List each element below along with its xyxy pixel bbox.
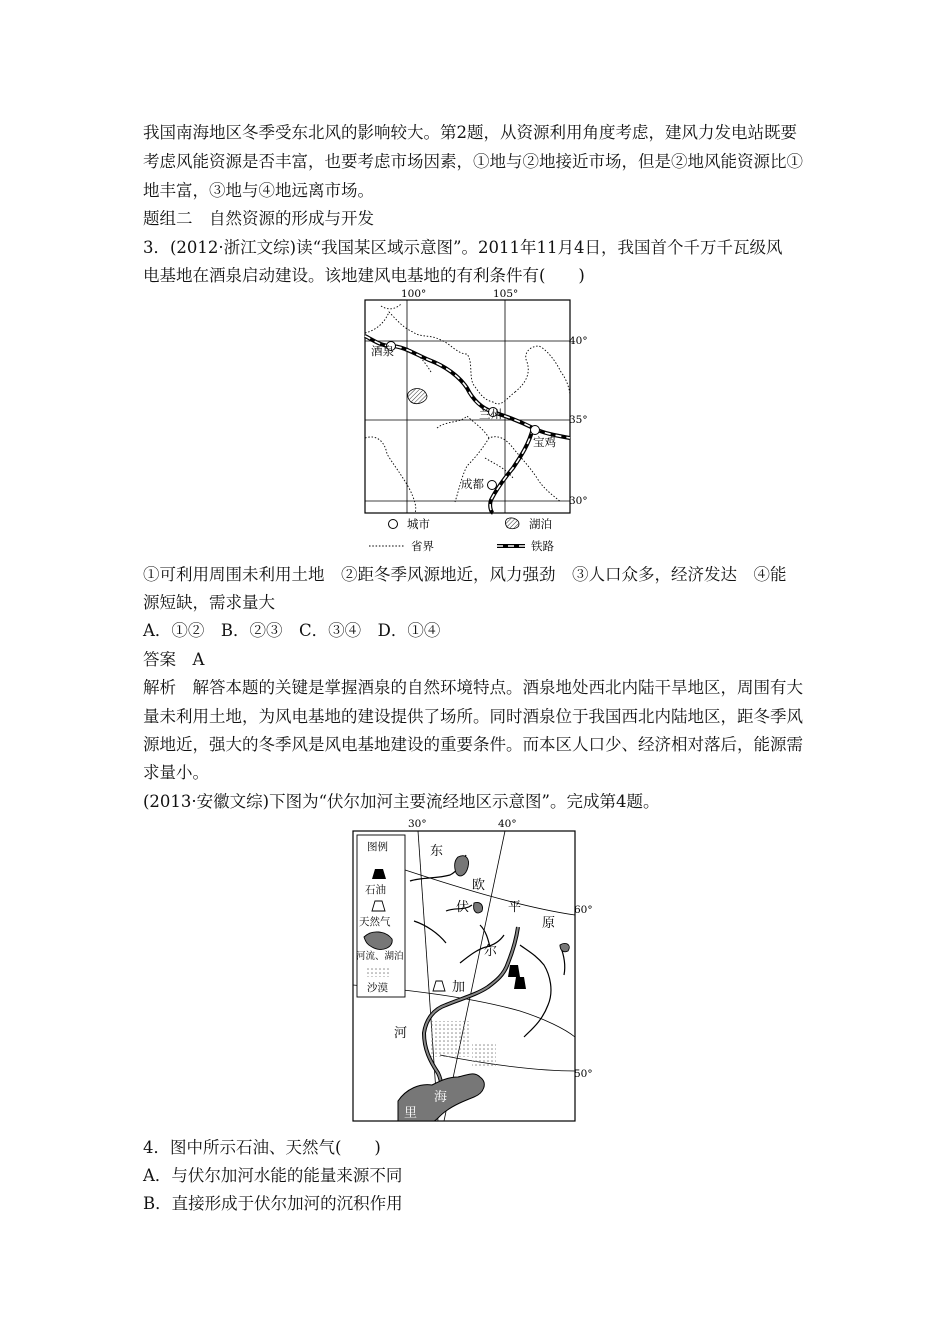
section-heading: 题组二 自然资源的形成与开发 xyxy=(143,209,374,228)
question-4-intro: (2013·安徽文综)下图为“伏尔加河主要流经地区示意图”。完成第4题。 xyxy=(143,792,660,811)
legend-desert-symbol xyxy=(367,967,389,977)
question-3-stem: 电基地在酒泉启动建设。该地建风电基地的有利条件有( ) xyxy=(143,266,585,285)
region-map xyxy=(355,288,595,558)
question-3-explanation: 解析 解答本题的关键是掌握酒泉的自然环境特点。酒泉地处西北内陆干旱地区，周围有大 xyxy=(143,678,803,697)
plain-label: 平 xyxy=(508,900,522,915)
paragraph-line: 考虑风能资源是否丰富，也要考虑市场因素，①地与②地接近市场，但是②地风能资源比① xyxy=(143,152,803,171)
legend-title: 图例 xyxy=(367,841,388,853)
city-label: 兰州 xyxy=(479,407,502,421)
question-3-explanation: 量未利用土地，为风电基地的建设提供了场所。同时酒泉位于我国西北内陆地区，距冬季风 xyxy=(143,707,803,726)
river-label: 河 xyxy=(394,1026,408,1041)
lat-label: 40° xyxy=(569,335,588,347)
river-label: 伏 xyxy=(456,900,470,915)
lat-label: 35° xyxy=(569,414,588,426)
lon-label: 40° xyxy=(498,818,517,830)
legend-label: 沙漠 xyxy=(367,982,388,994)
city-baoji xyxy=(531,426,540,435)
paragraph-line: 我国南海地区冬季受东北风的影响较大。第2题，从资源利用角度考虑，建风力发电站既要 xyxy=(143,123,797,142)
volga-map xyxy=(350,815,610,1125)
river-label: 尔 xyxy=(484,944,498,959)
plain-label: 欧 xyxy=(472,878,486,893)
city-chengdu xyxy=(488,481,497,490)
lon-label: 100° xyxy=(401,288,427,300)
question-3-options: 源短缺，需求量大 xyxy=(143,593,275,612)
legend-city-symbol xyxy=(389,520,398,529)
sea-label: 海 xyxy=(434,1090,448,1105)
legend-label: 湖泊 xyxy=(529,517,552,531)
city-label: 成都 xyxy=(461,477,484,491)
plain-label: 东 xyxy=(430,844,444,859)
question-4-stem: 4．图中所示石油、天然气( ) xyxy=(143,1138,381,1157)
question-3-options: ①可利用周围未利用土地 ②距冬季风源地近，风力强劲 ③人口众多，经济发达 ④能 xyxy=(143,565,787,584)
lat-label: 60° xyxy=(574,904,593,916)
paragraph-line: 地丰富，③地与④地远离市场。 xyxy=(143,181,374,200)
legend-label: 铁路 xyxy=(531,539,554,553)
legend-label: 省界 xyxy=(411,539,434,553)
legend-label: 石油 xyxy=(365,884,386,896)
question-4-option-b: B．直接形成于伏尔加河的沉积作用 xyxy=(143,1194,403,1213)
legend-label: 天然气 xyxy=(359,916,391,928)
city-label: 酒泉 xyxy=(371,344,394,358)
legend-label: 河流、湖泊 xyxy=(356,951,404,962)
city-label: 宝鸡 xyxy=(533,435,556,449)
river-label: 加 xyxy=(452,980,466,995)
desert-area xyxy=(430,1021,470,1057)
legend-lake-symbol xyxy=(506,518,520,529)
lon-label: 30° xyxy=(408,818,427,830)
oil-symbol xyxy=(508,965,520,977)
lake xyxy=(560,943,569,951)
lat-label: 50° xyxy=(574,1068,593,1080)
lat-label: 30° xyxy=(569,495,588,507)
desert-area xyxy=(472,1043,496,1067)
lon-label: 105° xyxy=(493,288,519,300)
question-3-stem: 3．(2012·浙江文综)读“我国某区域示意图”。2011年11月4日，我国首个千万千瓦级风 xyxy=(143,238,783,257)
question-4-option-a: A．与伏尔加河水能的能量来源不同 xyxy=(143,1166,403,1185)
question-3-explanation: 源地近，强大的冬季风是风电基地建设的重要条件。而本区人口少、经济相对落后，能源需 xyxy=(143,735,803,754)
oil-symbol xyxy=(514,977,526,989)
lake-symbol xyxy=(408,389,427,404)
sea-label: 里 xyxy=(404,1106,418,1121)
plain-label: 原 xyxy=(542,916,556,931)
question-3-explanation: 求量小。 xyxy=(143,763,209,782)
legend-label: 城市 xyxy=(407,517,430,531)
question-3-choices: A．①② B．②③ C．③④ D．①④ xyxy=(143,621,441,640)
lake xyxy=(474,902,483,912)
question-3-answer: 答案 A xyxy=(143,650,205,669)
